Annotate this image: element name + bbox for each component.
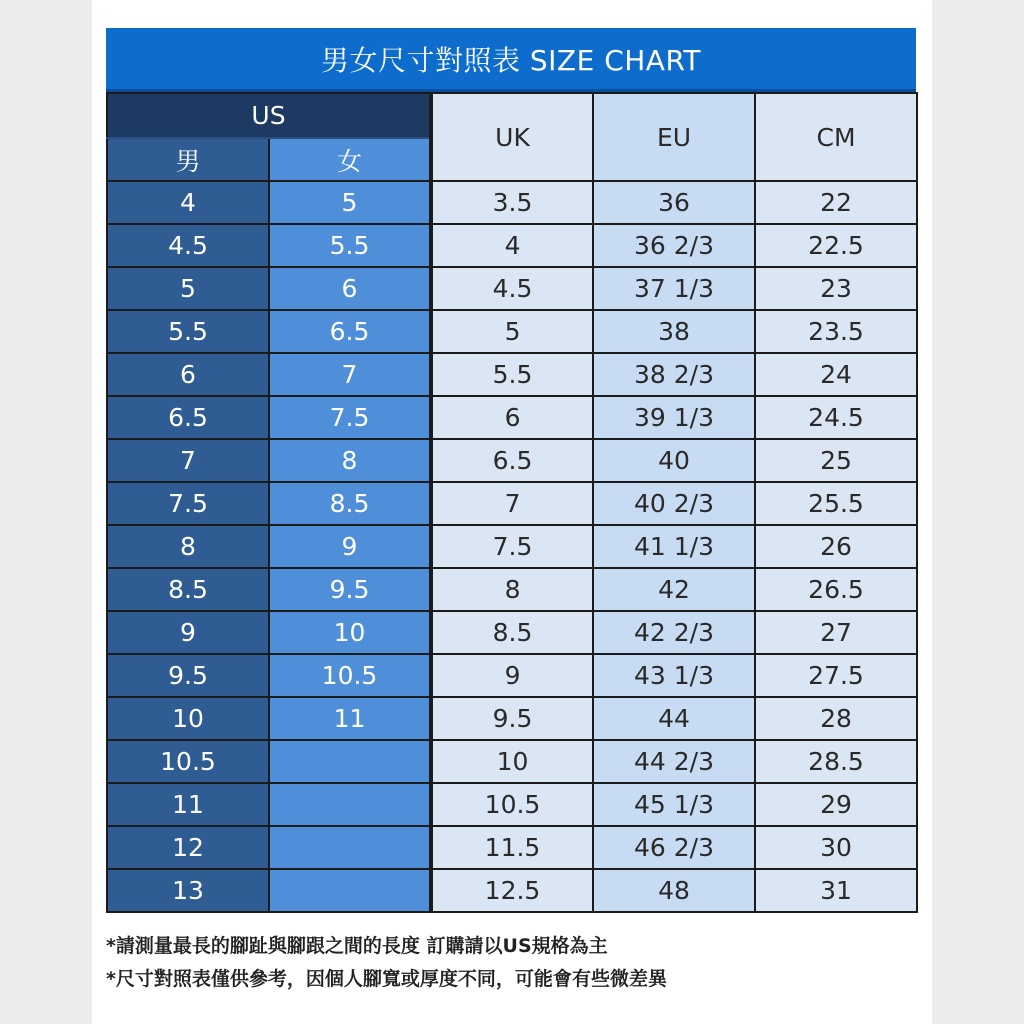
table-row [107,396,917,439]
table-row [107,654,917,697]
cell-eu: 36 [593,181,755,224]
size-table [106,92,918,913]
cell-uk: 5 [431,310,593,353]
table-row [107,439,917,482]
cell-women: 5.5 [269,224,431,267]
header-row-top [107,93,917,138]
cell-women: 6.5 [269,310,431,353]
cell-eu: 45 1/3 [593,783,755,826]
cell-eu: 36 2/3 [593,224,755,267]
table-row [107,181,917,224]
cell-uk: 12.5 [431,869,593,912]
cell-men: 13 [107,869,269,912]
header-men: 男 [107,138,269,181]
cell-men: 8.5 [107,568,269,611]
table-row [107,697,917,740]
table-row [107,568,917,611]
table-row [107,783,917,826]
cell-cm: 29 [755,783,917,826]
table-row [107,740,917,783]
cell-uk: 3.5 [431,181,593,224]
cell-uk: 7 [431,482,593,525]
footnote-measure: *請測量最長的腳趾與腳跟之間的長度 訂購請以US規格為主 [106,935,608,957]
cell-eu: 44 2/3 [593,740,755,783]
cell-women: 10 [269,611,431,654]
table-row [107,611,917,654]
cell-women [269,783,431,826]
cell-cm: 25.5 [755,482,917,525]
table-row [107,353,917,396]
footnote-reference: *尺寸對照表僅供參考，因個人腳寬或厚度不同，可能會有些微差異 [106,968,667,990]
table-row [107,482,917,525]
cell-uk: 7.5 [431,525,593,568]
cell-cm: 27 [755,611,917,654]
cell-uk: 10 [431,740,593,783]
cell-cm: 23.5 [755,310,917,353]
cell-cm: 24.5 [755,396,917,439]
cell-men: 4.5 [107,224,269,267]
cell-women: 7 [269,353,431,396]
cell-men: 7.5 [107,482,269,525]
cell-uk: 8.5 [431,611,593,654]
cell-cm: 22.5 [755,224,917,267]
cell-eu: 42 2/3 [593,611,755,654]
cell-uk: 6 [431,396,593,439]
header-eu: EU [593,93,755,181]
cell-eu: 40 [593,439,755,482]
size-chart [106,28,916,913]
cell-women: 5 [269,181,431,224]
cell-men: 5.5 [107,310,269,353]
cell-uk: 10.5 [431,783,593,826]
cell-cm: 22 [755,181,917,224]
header-uk: UK [431,93,593,181]
table-row [107,310,917,353]
cell-cm: 25 [755,439,917,482]
table-row [107,869,917,912]
cell-women: 7.5 [269,396,431,439]
cell-women [269,826,431,869]
cell-women: 10.5 [269,654,431,697]
table-row [107,267,917,310]
table-body [107,181,917,912]
header-women: 女 [269,138,431,181]
cell-uk: 6.5 [431,439,593,482]
cell-men: 12 [107,826,269,869]
header-us: US [107,93,431,138]
header-cm: CM [755,93,917,181]
cell-uk: 9.5 [431,697,593,740]
cell-eu: 38 [593,310,755,353]
cell-men: 10.5 [107,740,269,783]
cell-men: 7 [107,439,269,482]
cell-uk: 8 [431,568,593,611]
cell-cm: 26.5 [755,568,917,611]
cell-men: 9.5 [107,654,269,697]
cell-women [269,869,431,912]
cell-cm: 28 [755,697,917,740]
table-row [107,525,917,568]
cell-eu: 44 [593,697,755,740]
chart-title: 男女尺寸對照表 SIZE CHART [106,28,916,92]
cell-men: 4 [107,181,269,224]
cell-men: 5 [107,267,269,310]
table-row [107,224,917,267]
footnotes [106,930,916,996]
cell-eu: 37 1/3 [593,267,755,310]
cell-uk: 9 [431,654,593,697]
cell-cm: 24 [755,353,917,396]
cell-eu: 42 [593,568,755,611]
cell-cm: 30 [755,826,917,869]
cell-uk: 4 [431,224,593,267]
table-row [107,826,917,869]
cell-men: 10 [107,697,269,740]
cell-eu: 40 2/3 [593,482,755,525]
cell-men: 6 [107,353,269,396]
cell-eu: 38 2/3 [593,353,755,396]
cell-cm: 28.5 [755,740,917,783]
cell-men: 9 [107,611,269,654]
cell-cm: 26 [755,525,917,568]
cell-uk: 5.5 [431,353,593,396]
cell-uk: 11.5 [431,826,593,869]
cell-cm: 27.5 [755,654,917,697]
cell-men: 6.5 [107,396,269,439]
cell-women: 6 [269,267,431,310]
cell-eu: 48 [593,869,755,912]
cell-cm: 31 [755,869,917,912]
cell-women: 9.5 [269,568,431,611]
cell-eu: 41 1/3 [593,525,755,568]
cell-women: 9 [269,525,431,568]
cell-women [269,740,431,783]
cell-women: 8.5 [269,482,431,525]
cell-uk: 4.5 [431,267,593,310]
cell-cm: 23 [755,267,917,310]
cell-eu: 46 2/3 [593,826,755,869]
cell-eu: 43 1/3 [593,654,755,697]
cell-men: 8 [107,525,269,568]
cell-women: 8 [269,439,431,482]
cell-eu: 39 1/3 [593,396,755,439]
cell-men: 11 [107,783,269,826]
cell-women: 11 [269,697,431,740]
